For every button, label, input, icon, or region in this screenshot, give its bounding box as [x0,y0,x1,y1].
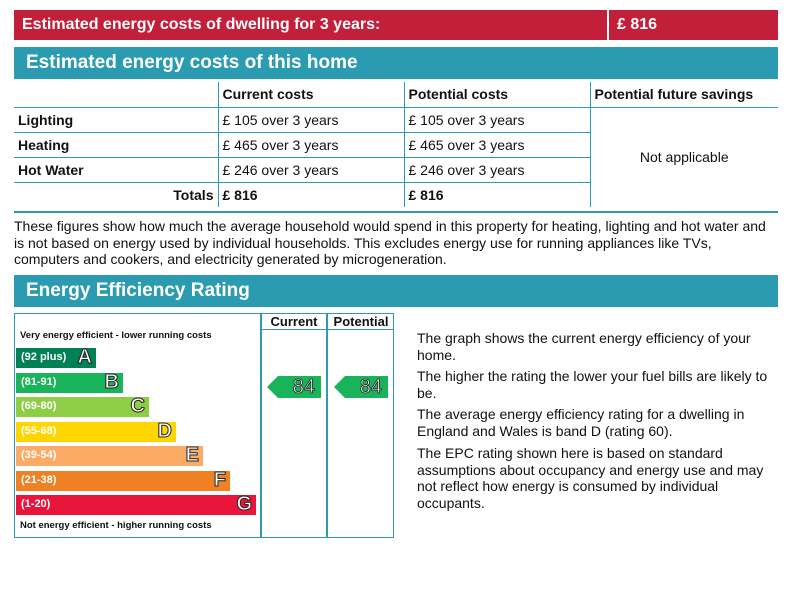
costs-table [14,82,778,207]
band-range: (1-20) [21,498,51,510]
row-label: Lighting [14,107,218,132]
explanation-4: The EPC rating shown here is based on standard assumptions about occupancy and energy use and may not reflect how energy is consumed by individual occupants. [417,445,764,511]
costs-header-row [14,82,778,107]
totals-label: Totals [173,186,214,203]
band-range: (92 plus) [21,351,67,363]
savings-value: Not applicable [639,149,729,166]
band-f [16,468,230,491]
row-current: £ 246 over 3 years [218,157,404,182]
band-b [16,370,123,393]
row-label: Hot Water [14,157,218,182]
row-potential: £ 105 over 3 years [404,107,590,132]
inefficient-label: Not energy efficient - higher running costs [20,520,212,531]
row-label: Heating [14,132,218,157]
efficient-label: Very energy efficient - lower running costs [20,330,212,341]
band-letter: G [236,493,252,515]
current-rating-value: 84 [292,376,315,398]
header-current: Current costs [218,82,404,107]
total-cost-value: £ 816 [617,16,658,33]
costs-section-title: Estimated energy costs of this home [14,47,778,79]
row-potential: £ 246 over 3 years [404,157,590,182]
banner-divider [607,10,609,40]
band-letter: E [185,444,199,466]
column-divider-mid [326,313,328,538]
header-blank [14,82,218,107]
band-letter: C [130,395,145,417]
explanation-1: The graph shows the current energy efficiency of your home. [417,330,751,363]
column-divider-left [260,313,262,538]
band-range: (81-91) [21,375,57,388]
costs-note: These figures show how much the average household would spend in this property for heating, lighting and hot water and is not based on energy used by individual households. This excludes energy use for running appliances like TVs, computers and cookers, and electricity generated by microgeneration. [14,218,766,267]
header-potential: Potential costs [404,82,590,107]
band-letter: D [157,419,172,442]
explanation-2: The higher the rating the lower your fuel bills are likely to be. [417,368,768,401]
row-potential: £ 465 over 3 years [404,132,590,157]
band-letter: B [104,370,119,393]
band-c [16,397,149,417]
band-range: (55-68) [21,424,57,437]
band-a [16,348,96,368]
current-rating-arrow [267,376,321,398]
band-range: (69-80) [21,400,57,412]
band-range: (21-38) [21,473,57,486]
eer-section-title: Energy Efficiency Rating [14,275,778,307]
totals-potential: £ 816 [404,182,590,207]
explanation-3: The average energy efficiency rating for a dwelling in England and Wales is band D (rating 60). [417,406,745,439]
column-header-rule [260,329,394,330]
band-g [16,495,256,515]
row-current: £ 105 over 3 years [218,107,404,132]
potential-rating-arrow [334,376,388,398]
band-letter: F [213,468,226,491]
table-row [14,107,778,132]
band-e [16,446,203,466]
table-bottom-rule [14,211,778,213]
band-d [16,419,176,442]
header-savings: Potential future savings [590,82,778,107]
potential-rating-value: 84 [359,376,382,398]
row-current: £ 465 over 3 years [218,132,404,157]
total-cost-label: Estimated energy costs of dwelling for 3 years: [22,16,381,33]
band-range: (39-54) [21,449,57,461]
potential-column-header: Potential [333,314,389,329]
band-letter: A [77,346,92,368]
totals-current: £ 816 [218,182,404,207]
current-column-header: Current [270,314,318,329]
total-cost-banner [14,10,778,40]
